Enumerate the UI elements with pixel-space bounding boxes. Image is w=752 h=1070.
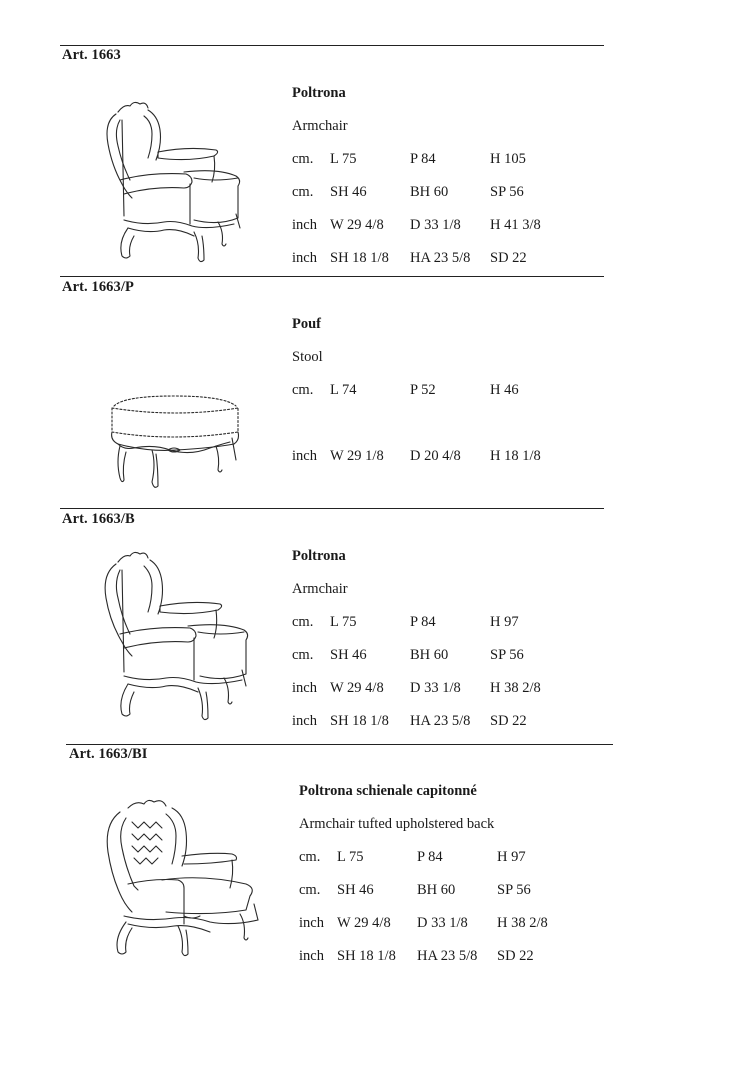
spec-unit: cm. <box>292 382 314 398</box>
spec-value: H 46 <box>490 382 519 398</box>
spec-value: W 29 1/8 <box>330 448 384 464</box>
spec-value: P 84 <box>410 151 436 167</box>
spec-value: HA 23 5/8 <box>410 713 471 729</box>
spec-value: D 33 1/8 <box>410 217 461 233</box>
spec-unit: inch <box>292 250 317 266</box>
spec-value: P 84 <box>417 849 443 865</box>
spec-value: W 29 4/8 <box>337 915 391 931</box>
spec-unit: inch <box>292 680 317 696</box>
spec-value: SD 22 <box>490 713 527 729</box>
armchair-illustration <box>96 550 256 730</box>
spec-value: D 33 1/8 <box>417 915 468 931</box>
section-divider <box>60 508 604 509</box>
spec-value: L 75 <box>330 151 357 167</box>
spec-value: SH 18 1/8 <box>330 713 389 729</box>
product-title: Pouf <box>292 316 321 332</box>
spec-value: L 75 <box>337 849 364 865</box>
product-subtitle: Armchair tufted upholstered back <box>299 816 495 832</box>
spec-value: BH 60 <box>410 184 449 200</box>
spec-unit: cm. <box>292 184 314 200</box>
spec-value: SH 18 1/8 <box>337 948 396 964</box>
spec-value: SP 56 <box>490 647 524 663</box>
product-subtitle: Stool <box>292 349 323 365</box>
spec-value: H 97 <box>490 614 519 630</box>
spec-value: HA 23 5/8 <box>410 250 471 266</box>
spec-value: HA 23 5/8 <box>417 948 478 964</box>
tufted-armchair-illustration <box>98 798 262 964</box>
spec-value: H 105 <box>490 151 526 167</box>
spec-value: W 29 4/8 <box>330 680 384 696</box>
spec-value: H 97 <box>497 849 526 865</box>
spec-value: SH 46 <box>330 647 367 663</box>
spec-unit: inch <box>292 217 317 233</box>
product-subtitle: Armchair <box>292 118 348 134</box>
spec-value: P 52 <box>410 382 436 398</box>
stool-illustration <box>104 392 244 496</box>
armchair-illustration <box>98 100 248 270</box>
section-divider <box>60 45 604 46</box>
spec-value: L 74 <box>330 382 357 398</box>
article-number: Art. 1663/P <box>62 279 134 295</box>
spec-unit: inch <box>292 713 317 729</box>
spec-value: BH 60 <box>410 647 449 663</box>
spec-value: SP 56 <box>490 184 524 200</box>
spec-value: SD 22 <box>490 250 527 266</box>
article-number: Art. 1663/BI <box>69 746 148 762</box>
spec-unit: cm. <box>299 849 321 865</box>
spec-value: SH 18 1/8 <box>330 250 389 266</box>
spec-value: SP 56 <box>497 882 531 898</box>
spec-value: L 75 <box>330 614 357 630</box>
spec-value: SH 46 <box>337 882 374 898</box>
spec-value: SD 22 <box>497 948 534 964</box>
product-title: Poltrona <box>292 548 346 564</box>
spec-unit: cm. <box>292 151 314 167</box>
product-subtitle: Armchair <box>292 581 348 597</box>
spec-value: H 41 3/8 <box>490 217 541 233</box>
spec-value: P 84 <box>410 614 436 630</box>
spec-value: D 33 1/8 <box>410 680 461 696</box>
spec-unit: cm. <box>299 882 321 898</box>
spec-value: SH 46 <box>330 184 367 200</box>
spec-unit: cm. <box>292 647 314 663</box>
article-number: Art. 1663 <box>62 47 121 63</box>
spec-unit: inch <box>299 915 324 931</box>
spec-value: D 20 4/8 <box>410 448 461 464</box>
section-divider <box>60 276 604 277</box>
spec-unit: inch <box>292 448 317 464</box>
spec-value: H 18 1/8 <box>490 448 541 464</box>
product-title: Poltrona schienale capitonné <box>299 783 477 799</box>
product-title: Poltrona <box>292 85 346 101</box>
spec-unit: inch <box>299 948 324 964</box>
spec-value: W 29 4/8 <box>330 217 384 233</box>
article-number: Art. 1663/B <box>62 511 135 527</box>
spec-value: BH 60 <box>417 882 456 898</box>
spec-value: H 38 2/8 <box>490 680 541 696</box>
section-divider <box>66 744 613 745</box>
spec-unit: cm. <box>292 614 314 630</box>
spec-value: H 38 2/8 <box>497 915 548 931</box>
